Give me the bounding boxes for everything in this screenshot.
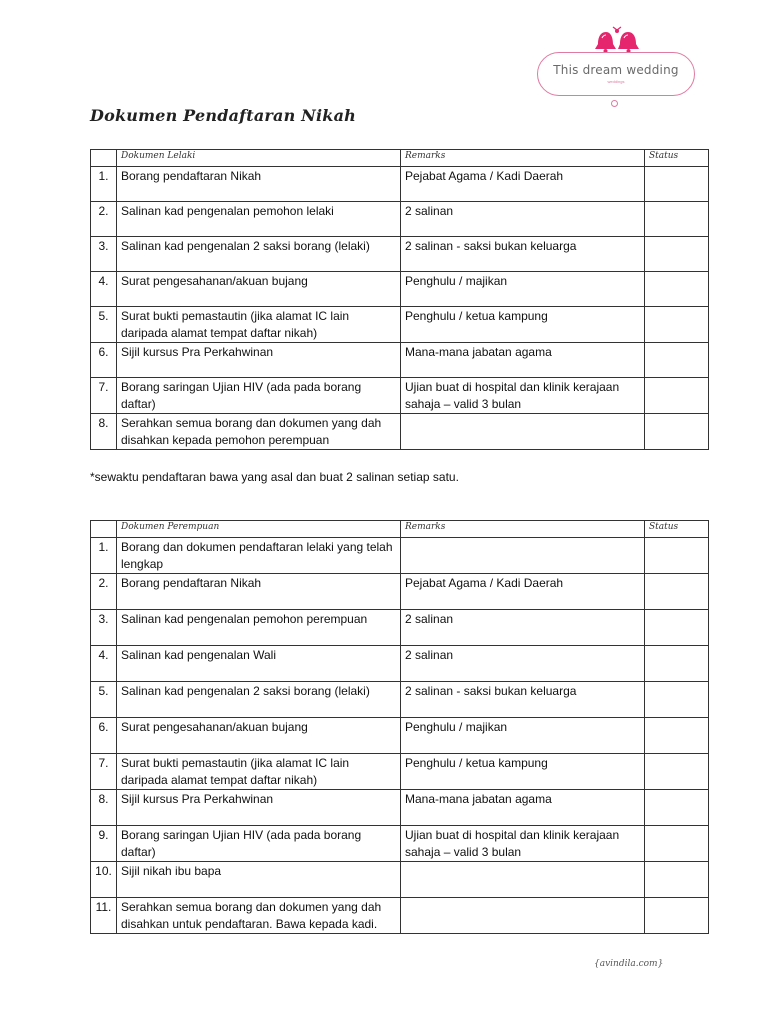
row-document: Serahkan semua borang dan dokumen yang dah disahkan kepada pemohon perempuan — [117, 414, 401, 450]
row-remarks: Penghulu / majikan — [401, 272, 645, 307]
row-document: Borang saringan Ujian HIV (ada pada borang daftar) — [117, 826, 401, 862]
table-row — [91, 646, 709, 682]
table-row — [91, 574, 709, 610]
table-row — [91, 610, 709, 646]
row-document: Salinan kad pengenalan pemohon perempuan — [117, 610, 401, 646]
row-status — [645, 237, 709, 272]
row-document: Borang pendaftaran Nikah — [117, 167, 401, 202]
row-document: Surat pengesahanan/akuan bujang — [117, 718, 401, 754]
table-row — [91, 862, 709, 898]
header-status: Status — [645, 521, 709, 538]
row-status — [645, 610, 709, 646]
row-status — [645, 574, 709, 610]
header-number — [91, 150, 117, 167]
row-document: Salinan kad pengenalan pemohon lelaki — [117, 202, 401, 237]
row-remarks — [401, 862, 645, 898]
table-row — [91, 754, 709, 790]
row-status — [645, 343, 709, 378]
table-header-row — [91, 521, 709, 538]
table-row — [91, 414, 709, 450]
table-dokumen-perempuan — [90, 520, 709, 934]
row-document: Sijil kursus Pra Perkahwinan — [117, 790, 401, 826]
table-row — [91, 343, 709, 378]
row-document: Sijil kursus Pra Perkahwinan — [117, 343, 401, 378]
row-status — [645, 826, 709, 862]
logo — [537, 24, 697, 108]
row-status — [645, 790, 709, 826]
table-row — [91, 898, 709, 934]
row-remarks: Ujian buat di hospital dan klinik kerajaan sahaja – valid 3 bulan — [401, 826, 645, 862]
row-number: 5. — [91, 682, 117, 718]
row-status — [645, 414, 709, 450]
table-row — [91, 307, 709, 343]
row-status — [645, 307, 709, 343]
row-remarks — [401, 538, 645, 574]
row-number: 5. — [91, 307, 117, 343]
row-remarks: 2 salinan - saksi bukan keluarga — [401, 682, 645, 718]
row-status — [645, 718, 709, 754]
row-number: 3. — [91, 610, 117, 646]
row-number: 4. — [91, 646, 117, 682]
row-remarks: Mana-mana jabatan agama — [401, 790, 645, 826]
row-number: 9. — [91, 826, 117, 862]
row-status — [645, 646, 709, 682]
table-row — [91, 538, 709, 574]
row-remarks: Pejabat Agama / Kadi Daerah — [401, 167, 645, 202]
row-status — [645, 682, 709, 718]
row-number: 2. — [91, 202, 117, 237]
row-remarks: 2 salinan — [401, 646, 645, 682]
row-document: Salinan kad pengenalan 2 saksi borang (lelaki) — [117, 682, 401, 718]
table-row — [91, 682, 709, 718]
row-number: 8. — [91, 790, 117, 826]
row-document: Salinan kad pengenalan 2 saksi borang (lelaki) — [117, 237, 401, 272]
row-remarks: Penghulu / ketua kampung — [401, 307, 645, 343]
row-remarks: Penghulu / ketua kampung — [401, 754, 645, 790]
row-number: 1. — [91, 167, 117, 202]
logo-name: This dream wedding — [553, 63, 679, 77]
row-number: 3. — [91, 237, 117, 272]
row-document: Surat pengesahanan/akuan bujang — [117, 272, 401, 307]
row-remarks: 2 salinan — [401, 202, 645, 237]
row-document: Sijil nikah ibu bapa — [117, 862, 401, 898]
table-row — [91, 826, 709, 862]
row-number: 4. — [91, 272, 117, 307]
table-body — [91, 167, 709, 450]
row-remarks: Pejabat Agama / Kadi Daerah — [401, 574, 645, 610]
row-status — [645, 538, 709, 574]
row-remarks — [401, 414, 645, 450]
table-row — [91, 272, 709, 307]
row-number: 2. — [91, 574, 117, 610]
row-number: 6. — [91, 343, 117, 378]
row-document: Borang dan dokumen pendaftaran lelaki yang telah lengkap — [117, 538, 401, 574]
logo-dot-ornament — [611, 100, 618, 107]
row-status — [645, 167, 709, 202]
row-number: 11. — [91, 898, 117, 934]
header-remarks: Remarks — [401, 150, 645, 167]
table-row — [91, 378, 709, 414]
row-number: 7. — [91, 754, 117, 790]
table-row — [91, 718, 709, 754]
table-row — [91, 790, 709, 826]
row-remarks: 2 salinan - saksi bukan keluarga — [401, 237, 645, 272]
logo-subtext: weddings — [607, 79, 625, 84]
table-header-row — [91, 150, 709, 167]
row-number: 8. — [91, 414, 117, 450]
row-status — [645, 202, 709, 237]
row-status — [645, 378, 709, 414]
credit-text: {avindila.com} — [594, 959, 664, 969]
row-number: 1. — [91, 538, 117, 574]
table-row — [91, 167, 709, 202]
row-document: Borang saringan Ujian HIV (ada pada borang daftar) — [117, 378, 401, 414]
header-dokumen: Dokumen Perempuan — [117, 521, 401, 538]
header-number — [91, 521, 117, 538]
document-title: Dokumen Pendaftaran Nikah — [90, 106, 356, 125]
row-remarks: Penghulu / majikan — [401, 718, 645, 754]
row-document: Surat bukti pemastautin (jika alamat IC lain daripada alamat tempat daftar nikah) — [117, 754, 401, 790]
table-body — [91, 538, 709, 934]
row-status — [645, 272, 709, 307]
row-remarks — [401, 898, 645, 934]
row-remarks: 2 salinan — [401, 610, 645, 646]
row-number: 6. — [91, 718, 117, 754]
header-status: Status — [645, 150, 709, 167]
row-status — [645, 898, 709, 934]
row-document: Surat bukti pemastautin (jika alamat IC lain daripada alamat tempat daftar nikah) — [117, 307, 401, 343]
table-dokumen-lelaki — [90, 149, 709, 450]
row-document: Serahkan semua borang dan dokumen yang dah disahkan untuk pendaftaran. Bawa kepada kadi. — [117, 898, 401, 934]
header-dokumen: Dokumen Lelaki — [117, 150, 401, 167]
row-document: Salinan kad pengenalan Wali — [117, 646, 401, 682]
table-row — [91, 202, 709, 237]
row-document: Borang pendaftaran Nikah — [117, 574, 401, 610]
row-remarks: Ujian buat di hospital dan klinik kerajaan sahaja – valid 3 bulan — [401, 378, 645, 414]
row-number: 7. — [91, 378, 117, 414]
table-row — [91, 237, 709, 272]
row-remarks: Mana-mana jabatan agama — [401, 343, 645, 378]
row-status — [645, 862, 709, 898]
header-remarks: Remarks — [401, 521, 645, 538]
footnote: *sewaktu pendaftaran bawa yang asal dan buat 2 salinan setiap satu. — [90, 470, 459, 484]
row-number: 10. — [91, 862, 117, 898]
row-status — [645, 754, 709, 790]
